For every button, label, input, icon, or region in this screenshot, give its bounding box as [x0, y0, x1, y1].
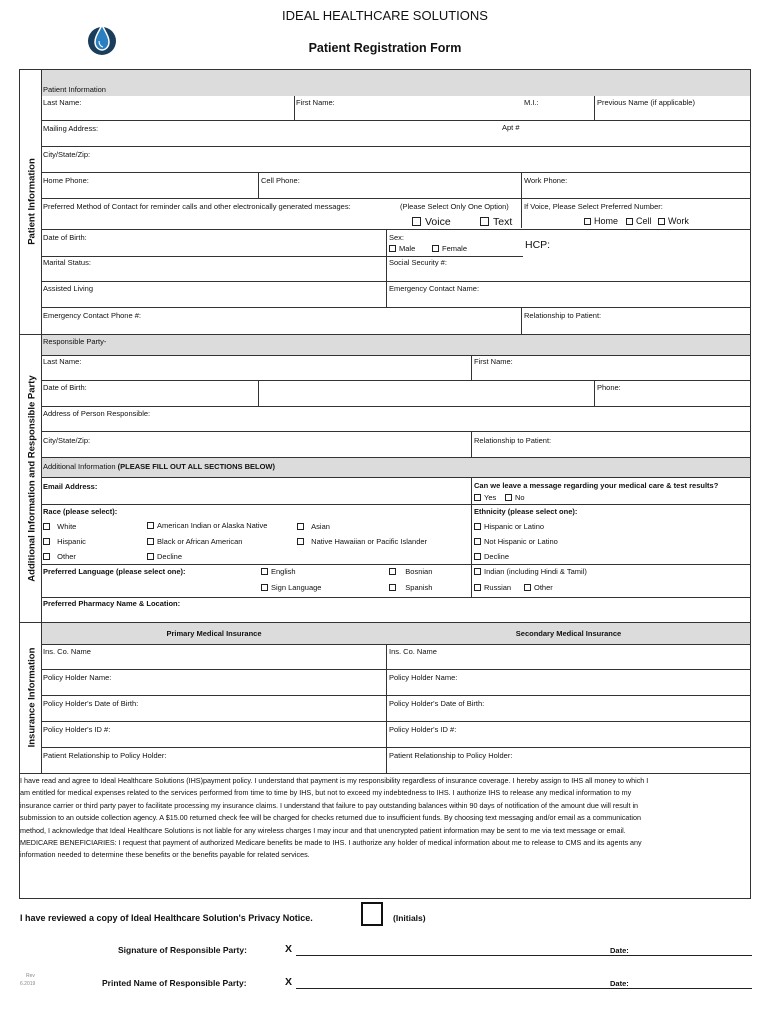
race-american-indian[interactable]: American Indian or Alaska Native: [147, 522, 267, 530]
revision-label: Rev: [26, 973, 35, 979]
rp-last-name-field[interactable]: Last Name:: [43, 357, 82, 366]
first-name-field[interactable]: First Name:: [296, 98, 335, 107]
race-white-checkbox[interactable]: [43, 523, 50, 530]
side-label-additional: Additional Information and Responsible Party: [26, 375, 38, 582]
lang-bosnian[interactable]: Bosnian: [389, 568, 432, 576]
signature-x: X: [285, 943, 293, 955]
lang-english[interactable]: English: [261, 568, 296, 576]
marital-status-field[interactable]: Marital Status:: [43, 258, 91, 267]
yes-checkbox[interactable]: [474, 494, 481, 501]
ethnicity-decline-checkbox[interactable]: [474, 553, 481, 560]
patient-section-title: Patient Information: [43, 85, 106, 94]
signature-date-label: Date:: [610, 946, 629, 955]
lang-indian[interactable]: Indian (including Hindi & Tamil): [474, 568, 587, 576]
hcp-field[interactable]: HCP:: [525, 239, 551, 251]
relationship-to-patient-field[interactable]: Relationship to Patient:: [524, 311, 602, 320]
printed-name-x: X: [285, 976, 293, 988]
mi-field[interactable]: M.I.:: [524, 98, 539, 107]
no-checkbox[interactable]: [505, 494, 512, 501]
spanish-checkbox[interactable]: [389, 584, 396, 591]
home-checkbox[interactable]: [584, 218, 591, 225]
consent-line: insurance carrier or third party payer to facilitate processing my insurance claims. I understand that failure to pay outstanding balances within 90 days of notification of the amount due will result in: [20, 800, 639, 810]
cell-number-option[interactable]: Cell: [626, 217, 652, 226]
other-language-checkbox[interactable]: [524, 584, 531, 591]
primary-policy-holder-dob-field[interactable]: Policy Holder's Date of Birth:: [43, 699, 139, 708]
rp-dob-field[interactable]: Date of Birth:: [43, 383, 87, 392]
form-title: Patient Registration Form: [308, 41, 462, 55]
emergency-contact-name-field[interactable]: Emergency Contact Name:: [389, 284, 480, 293]
home-phone-field[interactable]: Home Phone:: [43, 176, 89, 185]
leave-message-yes[interactable]: Yes: [474, 494, 496, 502]
race-hispanic-checkbox[interactable]: [43, 538, 50, 545]
consent-line: am entitled for medical expenses related to the services performed from time to time by IHS, but not to exceed my indebtedness to IHS. I authorize IHS to release any medical information to my: [20, 788, 632, 798]
dob-field[interactable]: Date of Birth:: [43, 233, 87, 242]
consent-line: submission to an outside collection agency. A $15.00 returned check fee will be charged for checks returned due to insufficient funds. By choosing text messaging and/or email as a communication: [20, 813, 642, 823]
race-label: Race (please select):: [43, 507, 118, 516]
consent-line: I have read and agree to Ideal Healthcare Solutions (IHS)payment policy. I understand that payment is my responsibility regardless of insurance coverage. I hereby assign to IHS all money to which I: [20, 776, 649, 785]
ethnicity-not-hispanic[interactable]: Not Hispanic or Latino: [474, 538, 558, 546]
primary-patient-relationship-field[interactable]: Patient Relationship to Policy Holder:: [43, 751, 167, 760]
race-asian[interactable]: Asian: [297, 523, 330, 531]
primary-insurance-header: Primary Medical Insurance: [166, 629, 262, 638]
rp-address-field[interactable]: Address of Person Responsible:: [43, 409, 151, 418]
mailing-address-field[interactable]: Mailing Address:: [43, 124, 99, 133]
race-native-hawaiian[interactable]: Native Hawaiian or Pacific Islander: [297, 538, 427, 546]
voice-checkbox[interactable]: [412, 217, 421, 226]
male-option[interactable]: Male: [389, 245, 415, 253]
race-black[interactable]: Black or African American: [147, 538, 242, 546]
consent-line: method, I acknowledge that Ideal Healthcare Solutions is not liable for any wireless charges I may incur and that unencrypted patient information may be sent to me via text message or email.: [20, 825, 626, 835]
voice-option[interactable]: Voice: [412, 217, 451, 228]
secondary-patient-relationship-field[interactable]: Patient Relationship to Policy Holder:: [389, 751, 513, 760]
pharmacy-field[interactable]: Preferred Pharmacy Name & Location:: [43, 599, 181, 608]
if-voice-label: If Voice, Please Select Preferred Number:: [524, 202, 663, 211]
printed-name-line[interactable]: [296, 988, 752, 989]
primary-policy-holder-name-field[interactable]: Policy Holder Name:: [43, 673, 112, 682]
russian-checkbox[interactable]: [474, 584, 481, 591]
sign-language-checkbox[interactable]: [261, 584, 268, 591]
race-decline-checkbox[interactable]: [147, 553, 154, 560]
privacy-notice-statement: I have reviewed a copy of Ideal Healthcare Solution's Privacy Notice.: [20, 913, 313, 923]
rp-city-state-zip-field[interactable]: City/State/Zip:: [43, 436, 91, 445]
printed-name-label: Printed Name of Responsible Party:: [102, 978, 247, 988]
previous-name-field[interactable]: Previous Name (if applicable): [597, 98, 695, 107]
revision-date: 6.2019: [20, 981, 36, 987]
cell-checkbox[interactable]: [626, 218, 633, 225]
secondary-ins-co-field[interactable]: Ins. Co. Name: [389, 647, 437, 656]
secondary-policy-holder-id-field[interactable]: Policy Holder's ID #:: [389, 725, 457, 734]
lang-other[interactable]: Other: [524, 584, 553, 592]
secondary-policy-holder-name-field[interactable]: Policy Holder Name:: [389, 673, 458, 682]
rp-first-name-field[interactable]: First Name:: [474, 357, 513, 366]
consent-line: information needed to determine these benefits or the benefits payable for related services.: [20, 850, 310, 860]
side-label-insurance: Insurance Information: [26, 647, 38, 748]
signature-label: Signature of Responsible Party:: [118, 945, 247, 955]
ethnicity-not-hispanic-checkbox[interactable]: [474, 538, 481, 545]
assisted-living-field[interactable]: Assisted Living: [43, 284, 94, 293]
city-state-zip-field[interactable]: City/State/Zip:: [43, 150, 91, 159]
work-phone-field[interactable]: Work Phone:: [524, 176, 568, 185]
consent-paragraph: [20, 775, 752, 862]
company-name: IDEAL HEALTHCARE SOLUTIONS: [282, 8, 488, 23]
apt-field[interactable]: Apt #: [502, 123, 520, 132]
bosnian-checkbox[interactable]: [389, 568, 396, 575]
ethnicity-hispanic-checkbox[interactable]: [474, 523, 481, 530]
preferred-contact-label: Preferred Method of Contact for reminder calls and other electronically generated messages:: [43, 202, 351, 211]
email-field[interactable]: Email Address:: [43, 482, 98, 491]
consent-line: MEDICARE BENEFICIARIES: I request that payment of authorized Medicare benefits be made to IHS. I authorize any holder of medical information about me to release to CMS and its agents any: [20, 838, 642, 848]
additional-section-title: Additional Information (PLEASE FILL OUT ALL SECTIONS BELOW): [43, 462, 276, 471]
emergency-contact-phone-field[interactable]: Emergency Contact Phone #:: [43, 311, 141, 320]
signature-line[interactable]: [296, 955, 752, 956]
primary-ins-co-field[interactable]: Ins. Co. Name: [43, 647, 91, 656]
text-option[interactable]: Text: [480, 217, 512, 228]
female-checkbox[interactable]: [432, 245, 439, 252]
race-hispanic[interactable]: Hispanic: [43, 538, 86, 546]
last-name-field[interactable]: Last Name:: [43, 98, 82, 107]
printed-name-date-label: Date:: [610, 979, 629, 988]
cell-phone-field[interactable]: Cell Phone:: [261, 176, 300, 185]
primary-policy-holder-id-field[interactable]: Policy Holder's ID #:: [43, 725, 111, 734]
female-option[interactable]: Female: [432, 245, 467, 253]
initials-label: (Initials): [393, 913, 426, 923]
lang-sign[interactable]: Sign Language: [261, 584, 321, 592]
work-checkbox[interactable]: [658, 218, 665, 225]
race-black-checkbox[interactable]: [147, 538, 154, 545]
race-other-checkbox[interactable]: [43, 553, 50, 560]
race-native-hawaiian-checkbox[interactable]: [297, 538, 304, 545]
english-checkbox[interactable]: [261, 568, 268, 575]
leave-message-no[interactable]: No: [505, 494, 525, 502]
leave-message-label: Can we leave a message regarding your medical care & test results?: [474, 481, 719, 490]
language-label: Preferred Language (please select one):: [43, 567, 186, 576]
ssn-field[interactable]: Social Security #:: [389, 258, 447, 267]
lang-russian[interactable]: Russian: [474, 584, 511, 592]
rp-relationship-field[interactable]: Relationship to Patient:: [474, 436, 552, 445]
ethnicity-hispanic[interactable]: Hispanic or Latino: [474, 523, 544, 531]
race-decline[interactable]: Decline: [147, 553, 182, 561]
rp-phone-field[interactable]: Phone:: [597, 383, 621, 392]
race-american-indian-checkbox[interactable]: [147, 522, 154, 529]
secondary-policy-holder-dob-field[interactable]: Policy Holder's Date of Birth:: [389, 699, 485, 708]
initials-box[interactable]: [361, 902, 383, 926]
home-number-option[interactable]: Home: [584, 217, 618, 226]
male-checkbox[interactable]: [389, 245, 396, 252]
ethnicity-decline[interactable]: Decline: [474, 553, 509, 561]
responsible-section-title: Responsible Party-: [43, 337, 107, 346]
text-checkbox[interactable]: [480, 217, 489, 226]
race-white[interactable]: White: [43, 523, 76, 531]
ethnicity-label: Ethnicity (please select one):: [474, 507, 578, 516]
race-asian-checkbox[interactable]: [297, 523, 304, 530]
lang-spanish[interactable]: Spanish: [389, 584, 432, 592]
side-label-patient: Patient Information: [26, 158, 38, 245]
indian-checkbox[interactable]: [474, 568, 481, 575]
sex-label: Sex:: [389, 233, 405, 242]
select-one-note: (Please Select Only One Option): [400, 202, 509, 211]
secondary-insurance-header: Secondary Medical Insurance: [515, 629, 622, 638]
work-number-option[interactable]: Work: [658, 217, 689, 226]
race-other[interactable]: Other: [43, 553, 76, 561]
